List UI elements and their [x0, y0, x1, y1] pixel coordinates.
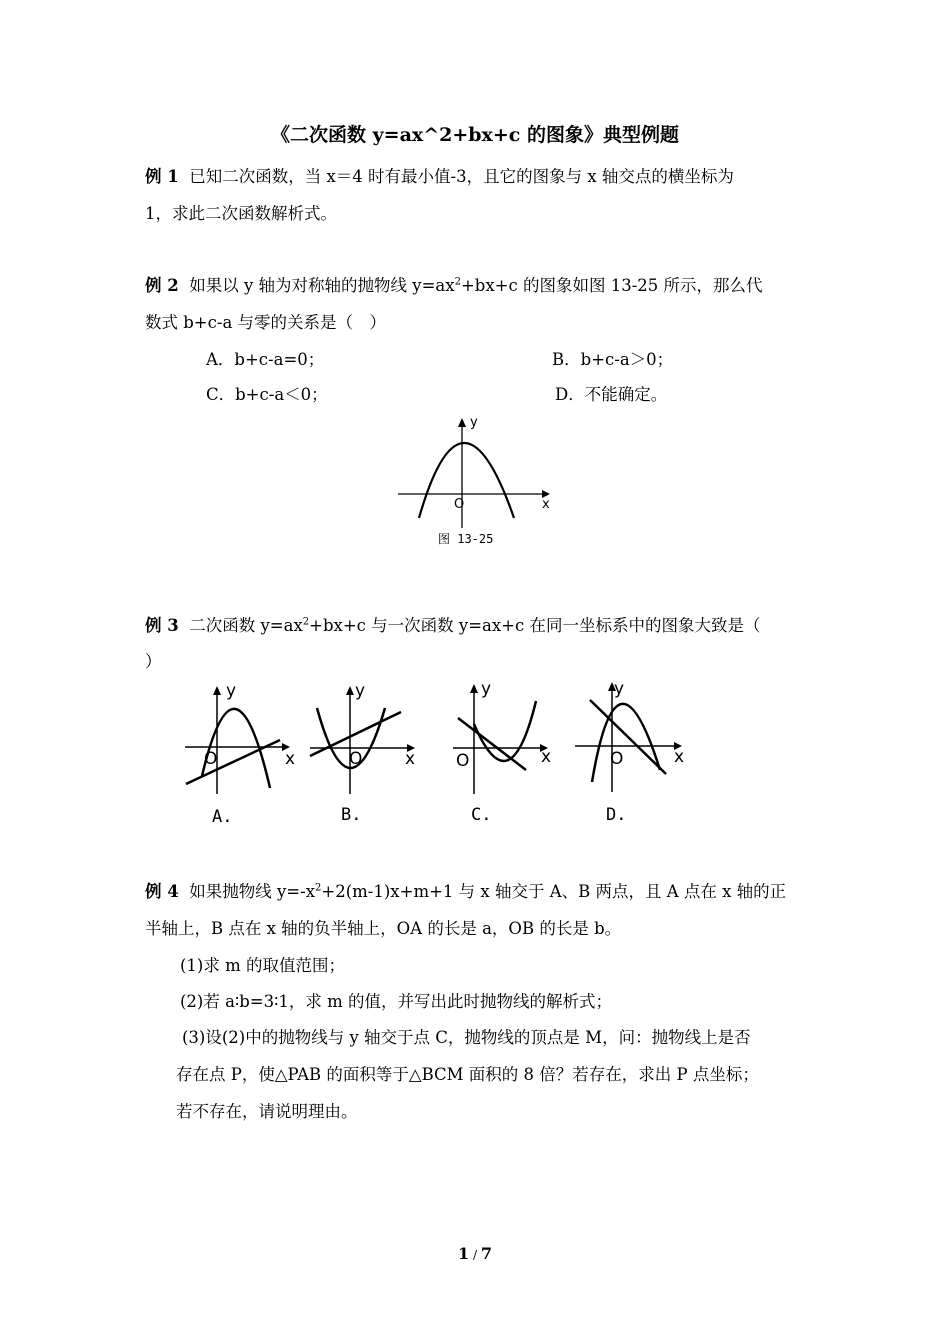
graph-caption: C. [471, 805, 492, 825]
example-3-line-1 [145, 612, 761, 636]
example-2-text-2: 数式 b+c-a 与零的关系是（ ） [145, 313, 387, 332]
origin-label: O [349, 749, 363, 769]
origin-label: O [454, 497, 465, 512]
y-arrow-icon [458, 418, 466, 427]
graph-b [305, 676, 430, 836]
y-label: y [355, 681, 366, 701]
example-4-text-1a: 如果抛物线 y=-x [189, 882, 316, 901]
option-b: B．b+c-a＞0； [552, 350, 674, 369]
y-label: y [470, 415, 478, 430]
example-2-label: 例 2 [145, 276, 179, 295]
example-1-line-1 [145, 163, 734, 187]
example-1-text-1: 已知二次函数，当 x＝4 时有最小值-3，且它的图象与 x 轴交点的横坐标为 [189, 167, 734, 186]
question-2: (2)若 a∶b=3∶1，求 m 的值，并写出此时抛物线的解析式； [180, 992, 613, 1011]
example-2-line-1 [145, 272, 763, 296]
x-label: x [674, 747, 685, 767]
example-4-text-2: 半轴上，B 点在 x 轴的负半轴上，OA 的长是 a，OB 的长是 b。 [145, 919, 622, 938]
x-label: x [541, 747, 552, 767]
origin-label: O [456, 751, 470, 771]
total-pages: 7 [480, 1244, 492, 1263]
figure-caption: 图 13-25 [438, 532, 494, 546]
page-number [0, 1244, 950, 1263]
example-3-label: 例 3 [145, 616, 179, 635]
graph-caption: B. [341, 805, 362, 825]
y-label: y [614, 679, 625, 699]
example-1-label: 例 1 [145, 167, 179, 186]
example-4-label: 例 4 [145, 882, 179, 901]
graph-d [570, 674, 695, 834]
x-label: x [285, 749, 296, 769]
option-c: C．b+c-a＜0； [206, 385, 328, 404]
y-arrow-icon [213, 686, 221, 695]
x-label: x [542, 497, 550, 512]
question-3-line-1: (3)设(2)中的抛物线与 y 轴交于点 C，抛物线的顶点是 M，问：抛物线上是否 [182, 1028, 751, 1047]
parabola-curve [592, 704, 660, 782]
example-3-text-2: ） [145, 652, 162, 671]
exponent: 2 [454, 276, 461, 288]
current-page: 1 [458, 1244, 470, 1263]
example-2-text-1b: +bx+c 的图象如图 13-25 所示，那么代 [460, 276, 763, 295]
example-4-text-1b: +2(m-1)x+m+1 与 x 轴交于 A、B 两点，且 A 点在 x 轴的正 [321, 882, 787, 901]
page-separator: / [469, 1248, 481, 1262]
example-2-text-1a: 如果以 y 轴为对称轴的抛物线 y=ax [189, 276, 455, 295]
graph-caption: D. [606, 805, 627, 825]
example-3-text-1a: 二次函数 y=ax [189, 616, 303, 635]
graph-caption: A. [212, 807, 233, 827]
option-d: D．不能确定。 [555, 385, 668, 404]
exponent: 2 [302, 616, 310, 628]
y-arrow-icon [470, 684, 478, 693]
parabola-curve [419, 443, 514, 518]
example-3-text-1b: +bx+c 与一次函数 y=ax+c 在同一坐标系中的图象大致是（ [309, 616, 761, 635]
question-1: (1)求 m 的取值范围； [180, 956, 346, 975]
parabola-curve [474, 701, 536, 761]
figure-13-25 [392, 410, 562, 555]
x-label: x [405, 749, 416, 769]
question-3-line-2: 存在点 P，使△PAB 的面积等于△BCM 面积的 8 倍？若存在，求出 P 点坐标； [176, 1065, 759, 1084]
document-title: 《二次函数 y=ax^2+bx+c 的图象》典型例题 [271, 124, 679, 146]
origin-label: O [610, 749, 624, 769]
origin-label: O [204, 749, 218, 769]
graph-c [448, 676, 573, 836]
option-a: A．b+c-a=0； [206, 350, 325, 369]
question-3-line-3: 若不存在，请说明理由。 [176, 1102, 358, 1121]
y-arrow-icon [346, 686, 354, 695]
exponent: 2 [315, 882, 322, 894]
example-1-text-2: 1，求此二次函数解析式。 [145, 204, 337, 223]
example-4-line-1 [145, 878, 786, 902]
y-label: y [481, 679, 492, 699]
y-label: y [226, 681, 237, 701]
graph-a [180, 676, 305, 836]
